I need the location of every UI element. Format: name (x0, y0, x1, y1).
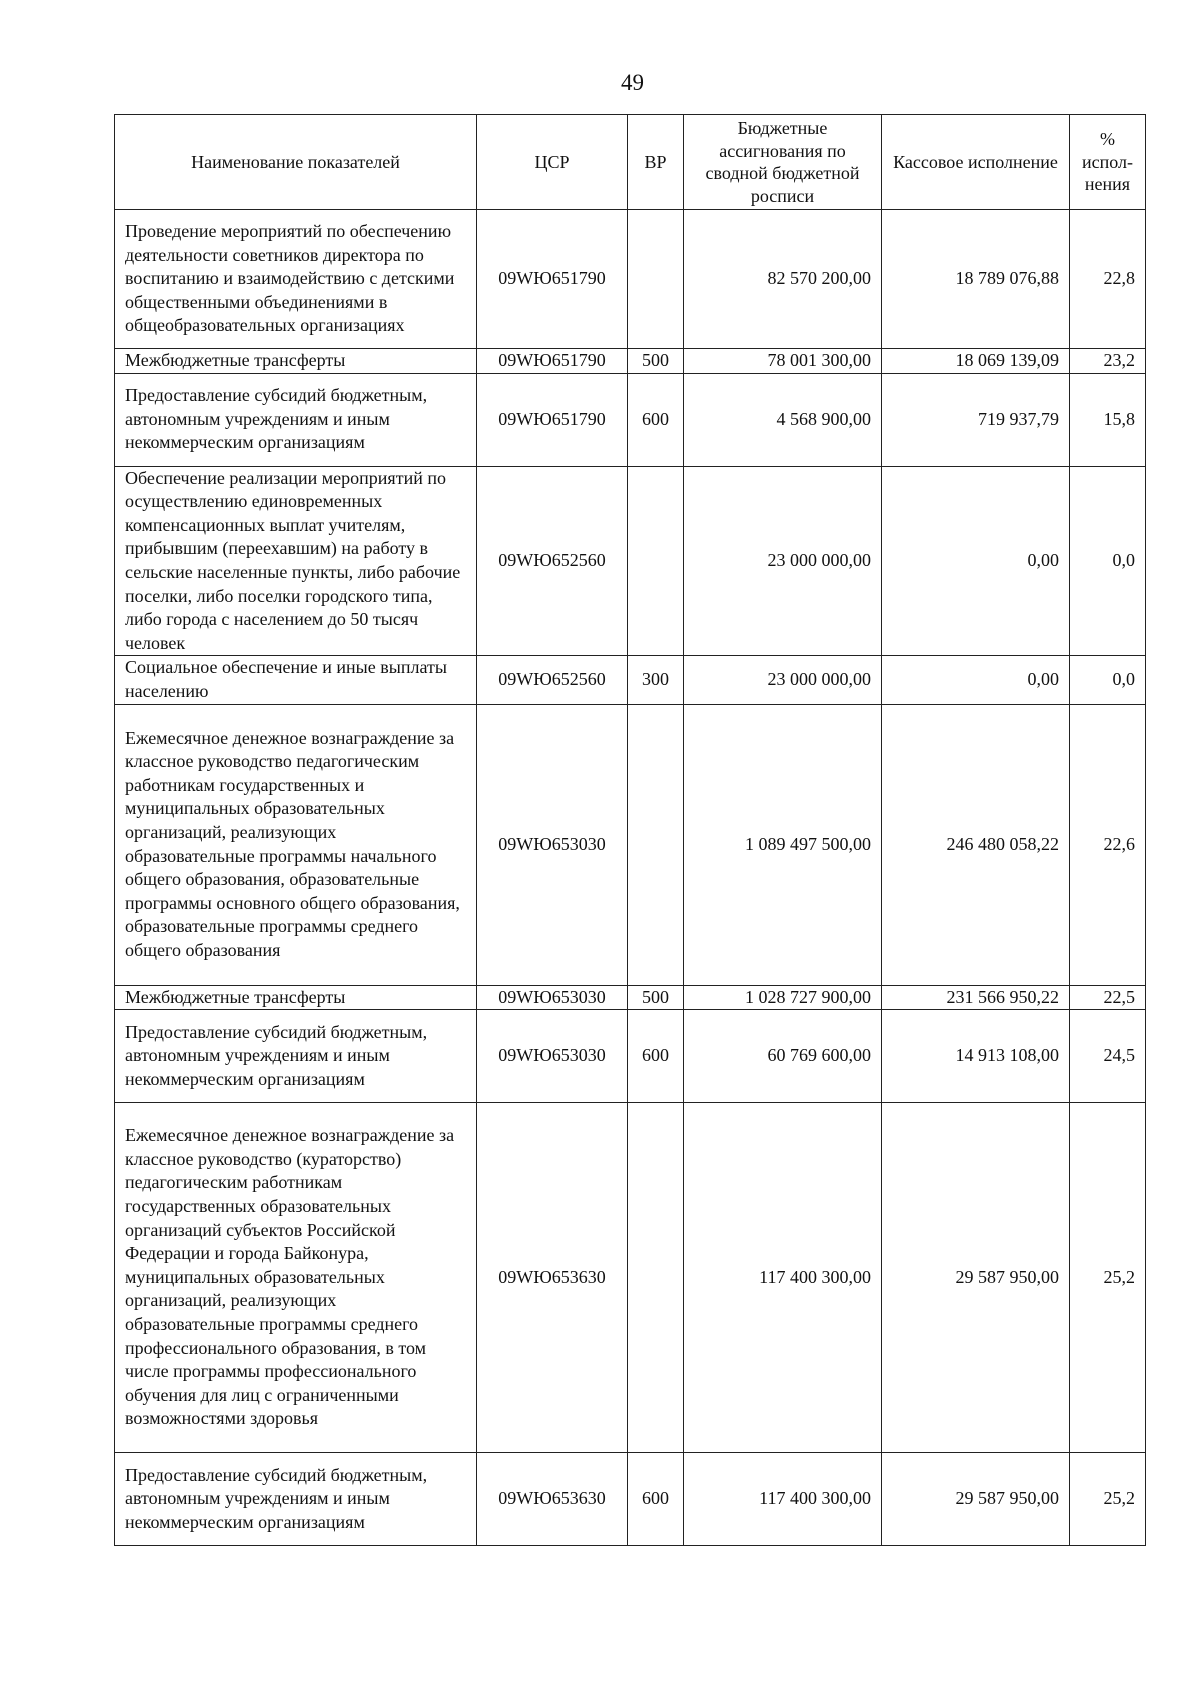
row-vr (628, 466, 684, 656)
page-number: 49 (621, 70, 644, 95)
row-execution: 14 913 108,00 (882, 1010, 1070, 1103)
row-percent: 24,5 (1070, 1010, 1146, 1103)
row-percent: 0,0 (1070, 656, 1146, 704)
row-percent: 25,2 (1070, 1103, 1146, 1453)
row-name: Ежемесячное денежное вознаграждение за классное руководство (кураторство) педагогическим работникам государственных образовательных организаций субъектов Российской Федерации и города Байконура, муниципальных образовательных организаций, реализующих образовательные программы среднего профессионального образования, в том числе программы профессионального обучения для лиц с ограниченными возможностями здоровья (115, 1103, 477, 1453)
row-allocations: 4 568 900,00 (684, 373, 882, 466)
row-csr: 09WЮ651790 (477, 349, 628, 374)
table-row (115, 1103, 1146, 1453)
row-vr: 600 (628, 1010, 684, 1103)
row-execution: 29 587 950,00 (882, 1103, 1070, 1453)
row-percent: 23,2 (1070, 349, 1146, 374)
row-percent: 22,6 (1070, 704, 1146, 985)
row-allocations: 1 089 497 500,00 (684, 704, 882, 985)
row-percent: 25,2 (1070, 1453, 1146, 1546)
row-name: Ежемесячное денежное вознаграждение за классное руководство педагогическим работникам государственных и муниципальных образовательных организаций, реализующих образовательные программы начального общего образования, образовательные программы основного общего образования, образовательные программы среднего общего образования (115, 704, 477, 985)
row-allocations: 78 001 300,00 (684, 349, 882, 374)
row-vr: 500 (628, 985, 684, 1010)
row-csr: 09WЮ651790 (477, 210, 628, 349)
row-percent: 22,5 (1070, 985, 1146, 1010)
row-name: Проведение мероприятий по обеспечению деятельности советников директора по воспитанию и взаимодействию с детскими общественными объединениями в общеобразовательных организациях (115, 210, 477, 349)
row-csr: 09WЮ652560 (477, 466, 628, 656)
table-row (115, 656, 1146, 704)
budget-table (114, 114, 1146, 1546)
row-vr: 600 (628, 1453, 684, 1546)
row-allocations: 1 028 727 900,00 (684, 985, 882, 1010)
header-csr: ЦСР (477, 115, 628, 210)
row-name: Социальное обеспечение и иные выплаты населению (115, 656, 477, 704)
row-vr: 600 (628, 373, 684, 466)
row-execution: 18 789 076,88 (882, 210, 1070, 349)
table-row (115, 210, 1146, 349)
row-csr: 09WЮ653030 (477, 985, 628, 1010)
table-header-row (115, 115, 1146, 210)
row-execution: 719 937,79 (882, 373, 1070, 466)
row-percent: 15,8 (1070, 373, 1146, 466)
table-row (115, 1010, 1146, 1103)
row-execution: 29 587 950,00 (882, 1453, 1070, 1546)
row-allocations: 82 570 200,00 (684, 210, 882, 349)
row-allocations: 23 000 000,00 (684, 466, 882, 656)
header-execution: Кассовое исполнение (882, 115, 1070, 210)
row-name: Обеспечение реализации мероприятий по осуществлению единовременных компенсационных выплат учителям, прибывшим (переехавшим) на работу в сельские населенные пункты, либо рабочие поселки, либо поселки городского типа, либо города с населением до 50 тысяч человек (115, 466, 477, 656)
row-csr: 09WЮ653030 (477, 1010, 628, 1103)
row-vr (628, 210, 684, 349)
table-row (115, 466, 1146, 656)
row-allocations: 23 000 000,00 (684, 656, 882, 704)
header-name: Наименование показателей (115, 115, 477, 210)
row-csr: 09WЮ653630 (477, 1103, 628, 1453)
row-vr (628, 704, 684, 985)
table-row (115, 349, 1146, 374)
row-execution: 0,00 (882, 466, 1070, 656)
row-execution: 231 566 950,22 (882, 985, 1070, 1010)
row-execution: 246 480 058,22 (882, 704, 1070, 985)
row-name: Межбюджетные трансферты (115, 349, 477, 374)
row-vr: 300 (628, 656, 684, 704)
table-row (115, 373, 1146, 466)
row-name: Межбюджетные трансферты (115, 985, 477, 1010)
row-percent: 0,0 (1070, 466, 1146, 656)
row-allocations: 60 769 600,00 (684, 1010, 882, 1103)
row-csr: 09WЮ651790 (477, 373, 628, 466)
row-vr: 500 (628, 349, 684, 374)
row-execution: 18 069 139,09 (882, 349, 1070, 374)
row-execution: 0,00 (882, 656, 1070, 704)
table-row (115, 985, 1146, 1010)
row-percent: 22,8 (1070, 210, 1146, 349)
row-vr (628, 1103, 684, 1453)
row-name: Предоставление субсидий бюджетным, автономным учреждениям и иным некоммерческим организациям (115, 1010, 477, 1103)
header-allocations: Бюджетные ассигнования по сводной бюджетной росписи (684, 115, 882, 210)
row-csr: 09WЮ653030 (477, 704, 628, 985)
table-row (115, 704, 1146, 985)
header-vr: ВР (628, 115, 684, 210)
row-allocations: 117 400 300,00 (684, 1103, 882, 1453)
row-csr: 09WЮ653630 (477, 1453, 628, 1546)
row-csr: 09WЮ652560 (477, 656, 628, 704)
row-name: Предоставление субсидий бюджетным, автономным учреждениям и иным некоммерческим организациям (115, 1453, 477, 1546)
table-row (115, 1453, 1146, 1546)
header-percent: % испол-нения (1070, 115, 1146, 210)
row-allocations: 117 400 300,00 (684, 1453, 882, 1546)
row-name: Предоставление субсидий бюджетным, автономным учреждениям и иным некоммерческим организациям (115, 373, 477, 466)
